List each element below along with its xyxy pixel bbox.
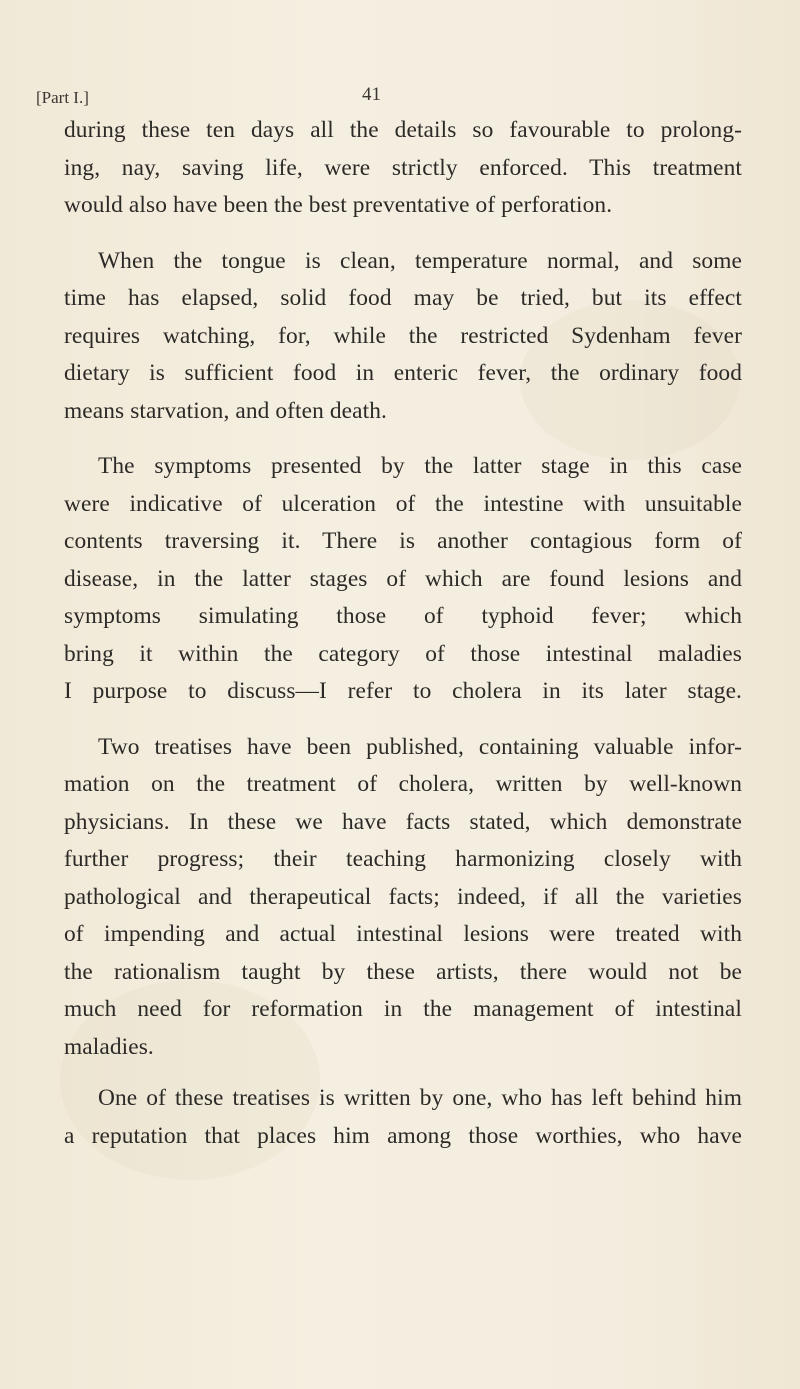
part-label: [Part I.]: [36, 88, 89, 107]
text-line: would also have been the best preventative of perforation.: [64, 192, 613, 218]
text-line: ing, nay, saving life, were strictly enforced. This treatment: [64, 154, 742, 181]
text-line: symptoms simulating those of typhoid fever; which: [64, 603, 742, 629]
text-line: much need for reformation in the management of intestinal: [64, 996, 742, 1022]
text-line: during these ten days all the details so favourable to prolong-: [64, 117, 742, 143]
text-line: disease, in the latter stages of which are found lesions and: [64, 565, 742, 592]
text-line: dietary is sufficient food in enteric fever, the ordinary food: [64, 360, 742, 386]
text-line: pathological and therapeutical facts; indeed, if all the varieties: [64, 883, 742, 910]
paragraph: [64, 243, 742, 431]
text-line: maladies.: [64, 1033, 154, 1060]
text-line: When the tongue is clean, temperature normal, and some: [98, 247, 742, 274]
paragraph: [64, 1080, 742, 1155]
text-line: further progress; their teaching harmonizing closely with: [64, 846, 742, 872]
text-line: of impending and actual intestinal lesions were treated with: [64, 921, 742, 947]
text-line: requires watching, for, while the restricted Sydenham fever: [64, 322, 742, 349]
body-text: [64, 112, 742, 1155]
text-line: Two treatises have been published, containing valuable infor-: [98, 733, 742, 760]
text-line: contents traversing it. There is another contagious form of: [64, 528, 742, 554]
text-line: One of these treatises is written by one, who has left behind him: [98, 1085, 742, 1111]
paragraph: [64, 729, 742, 1067]
paragraph: [64, 448, 742, 711]
page-number: 41: [362, 84, 381, 105]
text-line: I purpose to discuss—I refer to cholera in its later stage.: [64, 678, 742, 704]
paragraph: [64, 112, 742, 225]
text-line: mation on the treatment of cholera, written by well-known: [64, 771, 742, 797]
text-line: were indicative of ulceration of the intestine with unsuitable: [64, 490, 742, 517]
text-line: means starvation, and often death.: [64, 397, 387, 424]
text-line: The symptoms presented by the latter stage in this case: [98, 453, 742, 479]
page-header: [36, 84, 740, 112]
text-line: the rationalism taught by these artists, there would not be: [64, 958, 742, 985]
text-line: a reputation that places him among those worthies, who have: [64, 1122, 742, 1149]
text-line: physicians. In these we have facts stated, which demonstrate: [64, 808, 742, 835]
text-line: time has elapsed, solid food may be tried, but its effect: [64, 285, 742, 311]
text-line: bring it within the category of those intestinal maladies: [64, 640, 742, 667]
